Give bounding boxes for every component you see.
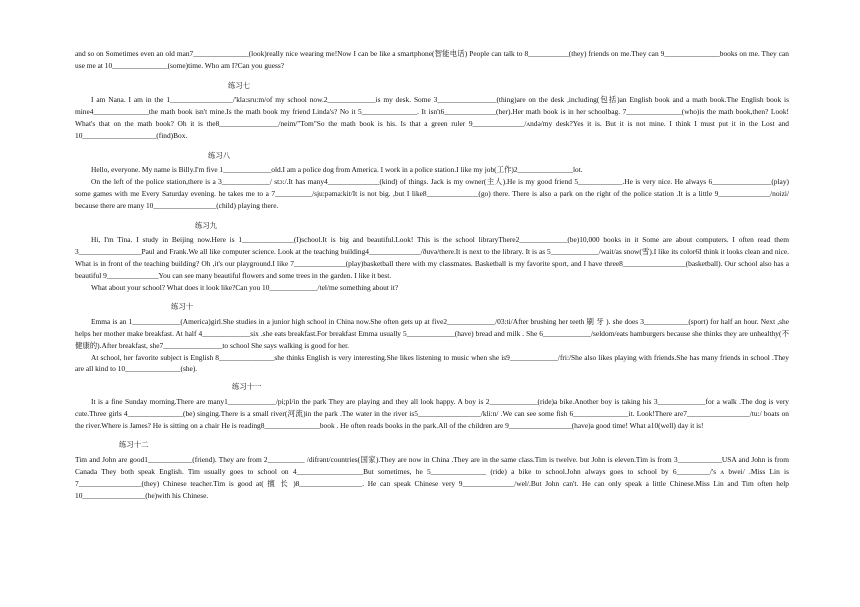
- paragraph: I am Nana. I am in the 1_________________/'kla:sru:m/of my school now.2_____________is my desk. Some 3________________(thing)are on the desk ,including(包括)an English book and a math book.The English book is mine4_______________the math book isn't mine.Is the math book my friend Linda's? No it 5_______________. It isn't6______________(her).Her math book is in her schoolbag. 7_______________(who)is the math book,then? Look! What's that on the math book? Oh it is the8________________/neim/"Tom"So the math book is his. Is that a green ruler 9______________/ʌndə/my desk?Yes it is. But it is not mine. I think I must put it in the Lost and 10____________________(find)Box.: [75, 95, 789, 140]
- paragraph: What about your school? What does it look like?Can you 10_____________/tel/me something about it?: [91, 282, 399, 292]
- section-exercise-12: [75, 439, 789, 501]
- worksheet-page: [75, 48, 789, 509]
- paragraph: and so on Sometimes even an old man7_______________(look)really nice wearing me!Now I can be like a smartphone(智能电话) People can talk to 8___________(they) friends on me.They can 9_______________books on me. They can use me at 10_______________(some)time. Who am I?Can you guess?: [75, 49, 789, 70]
- section-continuation: [75, 48, 789, 72]
- section-title: 练习九: [195, 220, 218, 230]
- paragraph: Hi, I'm Tina. I study in Beijing now.Here is 1______________(I)school.It is big and beautiful.Look! This is the school libraryThere2_____________(be)10,000 books in it Some are about computers. I often read them 3_________________Paul and Frank.We all like computer science. Look at the teaching building4______________/ðuvə/there.It is next to the library. It is as 5_____________/wait/as snow(雪).I like its color6I think it looks clean and nice. What is in front of the teaching building? Oh ,it's our playground.I like 7______________(play)basketball there with my classmates. Basketball is my favorite sport, and I have three8_________________(basketball). Our school also has a beautiful 9______________You can see many beautiful flowers and some trees in the garden. I like it best.: [75, 235, 789, 280]
- section-title: 练习十一: [232, 382, 262, 392]
- paragraph: Tim and John are good1____________(friend). They are from 2__________ /difrənt/countries(国家).They are now in China .They are in the same class.Tim is twelve. but John is eleven.Tim is from 3____________USA and John is from Canada They both speak English. Tim usually goes to school on 4__________________But sometimes, he 5_______________ (ride) a bike to school.John always goes to school by 6_________/'s ʌ bwei/ .Miss Lin is 7_________________(they) Chinese teacher.Tim is good at( 擅 长 )8_________________. He can speak Chinese very 9______________/wel/.But John can't. He can only speak a little Chinese.Miss Lin and Tim often help 10_________________(he)with his Chinese.: [75, 455, 789, 500]
- section-exercise-7: [75, 80, 789, 142]
- paragraph: Emma is an 1_____________(America)girl.She studies in a junior high school in China now.She often gets up at five2_____________/03:ti/After brushing her teeth 刷 牙 ). she does 3____________(sport) for half an hour. Next ,she helps her mother make breakfast. At half 4_____________six .she eats breakfast.For breakfast Emma usually 5_____________(have) bread and milk . She 6_____________/seldom/eats hamburgers because she thinks they are unhealthy(不健康的).After breakfast, she7________________to school She says walking is good for her.: [75, 317, 789, 350]
- section-exercise-11: [75, 381, 789, 431]
- section-title: 练习七: [228, 80, 251, 90]
- paragraph: It is a fine Sunday morning.There are many1_____________/pi;pl/in the park They are playing and they all look happy. A boy is 2_____________(ride)a bike.Another boy is taking his 3_____________for a walk .The dog is very cute.Three girls 4_______________(be) singing.There is a small river(河流)in the park .The water in the river is5_________________/kli:n/ .We can see some fish 6_______________it. Look!There are7_________________/tu:/ boats on the river.Where is James? He is sitting on a chair He is reading8_______________book . He often reads books in the park.All of the children are 9_________________(have)a good time! What a10(well) day it is!: [75, 396, 789, 430]
- paragraph: Hello, everyone. My name is Billy.I'm five 1_____________old.I am a police dog from America. I work in a police station.I like my job(工作)2_______________lot.: [91, 165, 583, 175]
- section-title: 练习十: [171, 302, 194, 312]
- section-exercise-9: [75, 220, 789, 294]
- section-exercise-8: [75, 150, 789, 212]
- section-exercise-10: [75, 301, 789, 375]
- paragraph: At school, her favorite subject is English 8_______________she thinks English is very interesting.She likes listening to music when she is9_____________/fri:/She also likes playing with friends.She has many friends in school .They are all kind to 10_______________(she).: [75, 352, 789, 374]
- section-title: 练习八: [208, 150, 231, 160]
- section-title: 练习十二: [119, 440, 149, 450]
- paragraph: On the left of the police station,there is a 3_____________/ stɔ:/.It has many4______________(kind) of things. Jack is my owner(主人).He is my good friend 5____________.He is very nice. He always 6________________(play) some games with me Every Saturday evening. he takes me to a 7__________/sju:pəma:kit/It is not big. ,but I like8______________(go) there. There is also a park on the right of the police station .It is a little 9______________/noizi/ because there are many 10_________________(child) playing there.: [75, 177, 789, 210]
